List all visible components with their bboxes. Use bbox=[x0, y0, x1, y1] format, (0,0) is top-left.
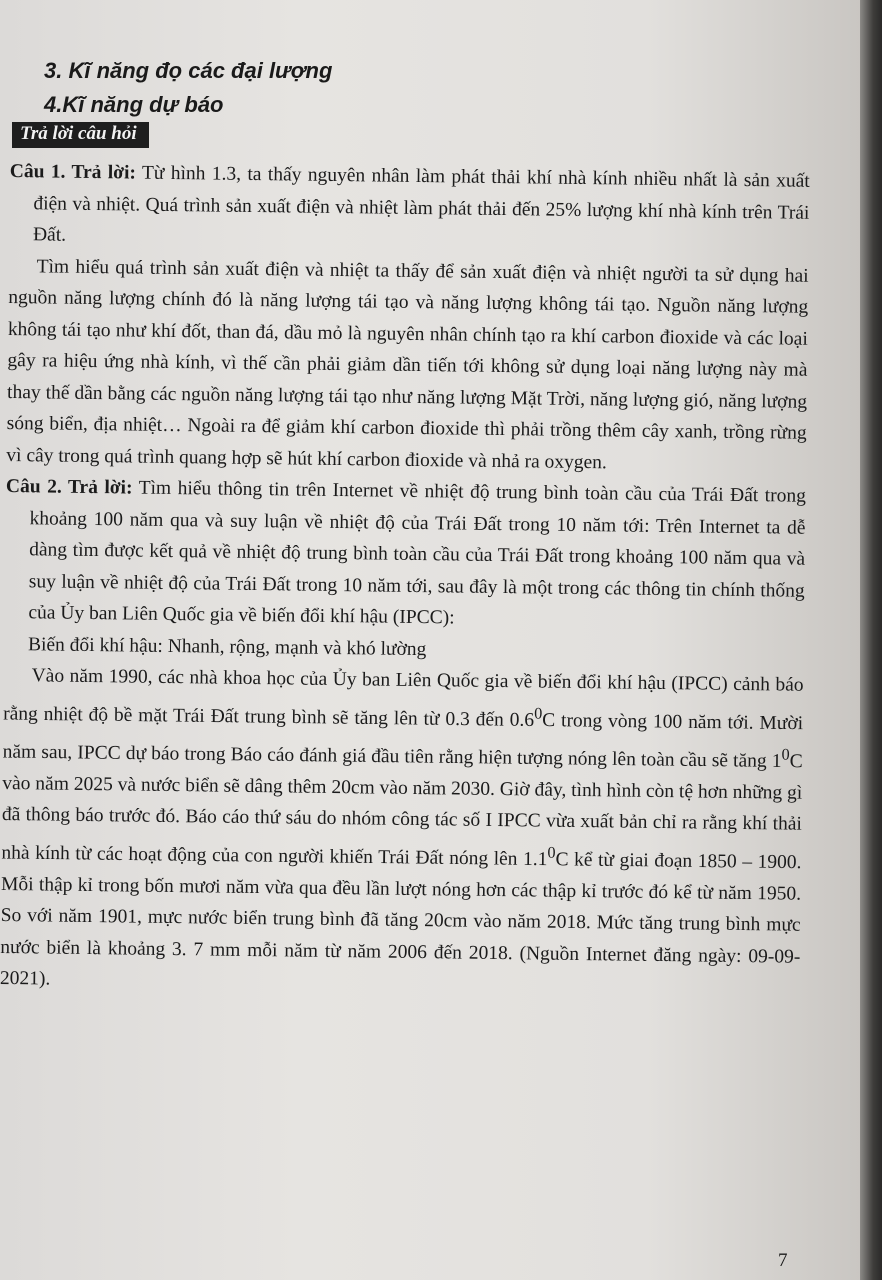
book-spine bbox=[860, 0, 882, 1280]
question-1-lead: Câu 1. Trả lời: bbox=[9, 160, 137, 184]
degree-mark-3: 0 bbox=[547, 843, 556, 862]
section-label: Trả lời câu hỏi bbox=[12, 122, 149, 148]
ipcc-paragraph bbox=[0, 660, 804, 1004]
heading-forecast-skill: 4.Kĩ năng dự báo bbox=[44, 92, 224, 117]
answer-body bbox=[0, 156, 810, 1004]
degree-mark-2: 0 bbox=[781, 744, 790, 764]
ipcc-text-b: C trong vòng 100 năm tới. Mười năm sau, IPCC dự báo trong Báo cáo đánh giá đầu tiên rằng hiện tượng nóng lên toàn cầu sẽ tăng 1 bbox=[2, 709, 804, 772]
question-1-paragraph-2: Tìm hiểu quá trình sản xuất điện và nhiệt ta thấy để sản xuất điện và nhiệt người ta sử dụng hai nguồn năng lượng chính đó là năng lượng tái tạo và năng lượng không tái tạo. Nguồn năng lượng không tái tạo như khí đốt, than đá, dầu mỏ là nguyên nhân chính tạo ra khí carbon đioxide và các loại gây ra hiệu ứng nhà kính, vì thế cần phải giảm dần tiến tới không sử dụng loại năng lượng này mà thay thế dần bằng các nguồn năng lượng tái tạo như năng lượng Mặt Trời, năng lượng gió, năng lượng sóng biển, địa nhiệt… Ngoài ra để giảm khí carbon đioxide thì phải trồng thêm cây xanh, trồng rừng vì cây trong quá trình quang hợp sẽ hút khí carbon đioxide và nhả ra oxygen. bbox=[6, 255, 809, 473]
ipcc-text-d: C kể từ giai đoạn 1850 – 1900. Mỗi thập kỉ trong bốn mươi năm vừa qua đều lần lượt nóng hơn các thập kỉ trước đó kể từ năm 1950. So với năm 1901, mực nước biển trung bình đã tăng 20cm vào năm 2018. Mức tăng trung bình mực nước biển là khoảng 3. 7 mm mỗi năm từ năm 2006 đến 2018. (Nguồn Internet đăng ngày: 09-09-2021). bbox=[0, 848, 802, 990]
question-2-lead: Câu 2. Trả lời: bbox=[5, 475, 133, 499]
heading-measurement-skill: 3. Kĩ năng đọ các đại lượng bbox=[44, 58, 333, 83]
climate-subtitle: Biến đổi khí hậu: Nhanh, rộng, mạnh và khó lường bbox=[27, 633, 427, 660]
question-1-text: Từ hình 1.3, ta thấy nguyên nhân làm phát thải khí nhà kính nhiều nhất là sản xuất điện và nhiệt. Quá trình sản xuất điện và nhiệt làm phát thải đến 25% lượng khí nhà kính trên Trái Đất. bbox=[32, 162, 810, 246]
question-2-answer bbox=[4, 471, 806, 638]
question-1-answer bbox=[9, 156, 810, 260]
ipcc-text-a: Vào năm 1990, các nhà khoa học của Ủy ban Liên Quốc gia về biến đổi khí hậu (IPCC) cảnh báo rằng nhiệt độ bề mặt Trái Đất trung bình sẽ tăng lên từ 0.3 đến 0.6 bbox=[3, 665, 804, 731]
question-2-text: Tìm hiểu thông tin trên Internet về nhiệt độ trung bình toàn cầu của Trái Đất trong khoảng 100 năm qua và suy luận về nhiệt độ của Trái Đất trong 10 năm tới: Trên Internet ta dễ dàng tìm được kết quả về nhiệt độ trung bình toàn cầu của Trái Đất trong khoảng 100 năm qua và suy luận về nhiệt độ của Trái Đất trong 10 năm tới, sau đây là một trong các thông tin chính thống của Ủy ban Liên Quốc gia về biến đổi khí hậu (IPCC): bbox=[28, 477, 807, 629]
degree-mark-1: 0 bbox=[534, 703, 543, 723]
ipcc-text-c: C vào năm 2025 và nước biển sẽ dâng thêm 20cm vào năm 2030. Giờ đây, tình hình còn tệ hơn những gì đã thông báo trước đó. Báo cáo thứ sáu do nhóm công tác số I IPCC vừa xuất bản chỉ ra rằng khí thải nhà kính từ các hoạt động của con người khiến Trái Đất nóng lên 1.1 bbox=[1, 750, 803, 870]
page-number: 7 bbox=[778, 1250, 788, 1271]
